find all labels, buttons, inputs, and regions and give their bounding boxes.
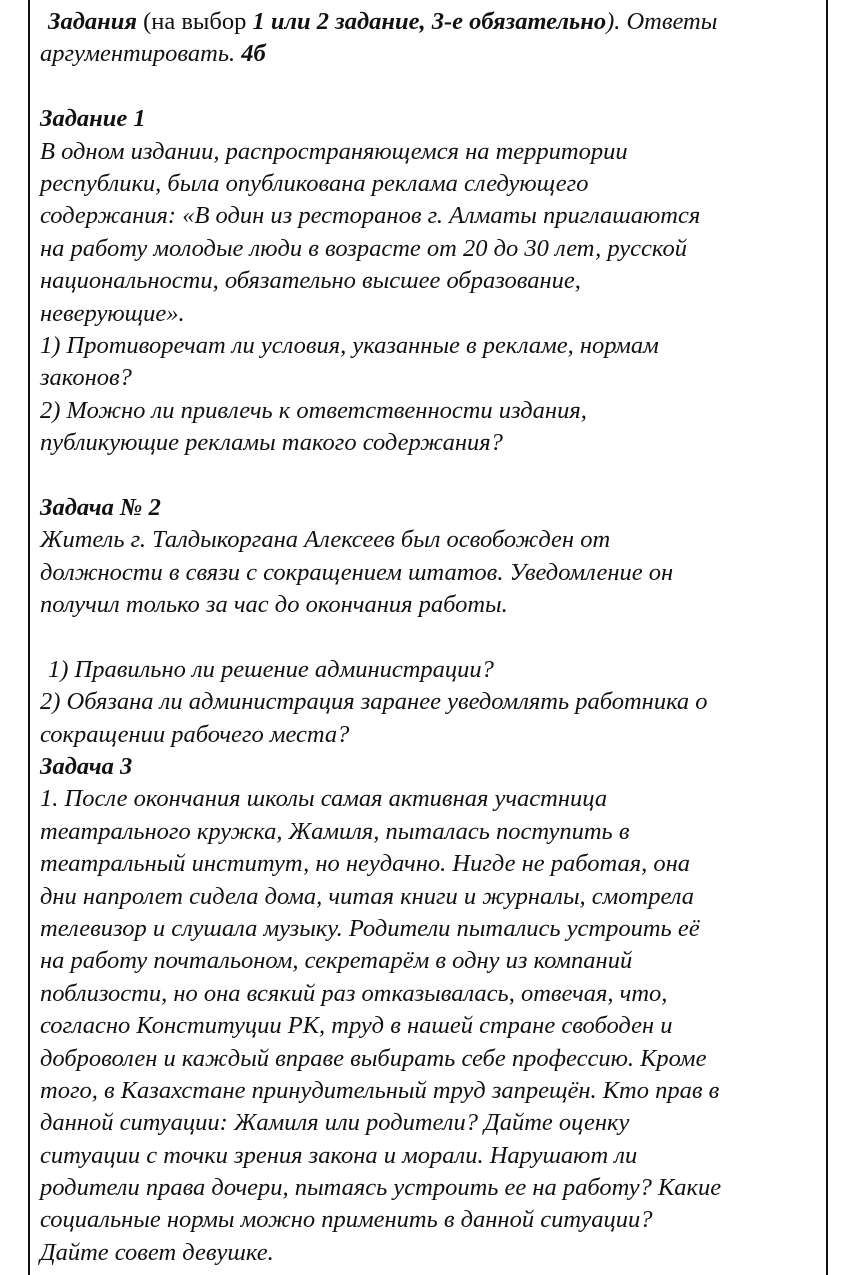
task2-line: должности в связи с сокращением штатов. Уведомление он xyxy=(40,558,674,586)
task1-line: содержания: «В один из ресторанов г. Алматы приглашаются xyxy=(40,202,701,230)
task3-line: социальные нормы можно применить в данной ситуации? xyxy=(40,1206,653,1234)
header-choice-open: (на выбор xyxy=(136,8,253,35)
document-page xyxy=(28,0,828,1275)
task2-line: получил только за час до окончания работы. xyxy=(40,591,508,619)
task3-line: родители права дочери, пытаясь устроить ее на работу? Какие xyxy=(40,1174,722,1202)
task3-line: Дайте совет девушке. xyxy=(40,1238,274,1266)
task3-line: того, в Казахстане принудительный труд запрещён. Кто прав в xyxy=(40,1076,720,1104)
spacer xyxy=(40,71,820,103)
task1-question-1-cont: законов? xyxy=(40,364,132,392)
task3-line: театральный институт, но неудачно. Нигде не работая, она xyxy=(40,850,691,878)
task3-line: театрального кружка, Жамиля, пыталась поступить в xyxy=(40,817,630,845)
document-content xyxy=(40,6,820,1269)
spacer xyxy=(40,459,820,491)
task3-title: Задача 3 xyxy=(40,752,133,780)
task3-line: на работу почтальоном, секретарём в одну из компаний xyxy=(40,947,633,975)
task2-title: Задача № 2 xyxy=(40,493,161,521)
task1-line: на работу молодые люди в возрасте от 20 до 30 лет, русской xyxy=(40,234,687,262)
task1-question-1: 1) Противоречат ли условия, указанные в рекламе, нормам xyxy=(40,331,659,359)
task2-line: Житель г. Талдыкоргана Алексеев был освобожден от xyxy=(40,526,611,554)
task1-line: национальности, обязательно высшее образование, xyxy=(40,267,581,295)
task1-line: неверующие». xyxy=(40,299,185,327)
task3-line: ситуации с точки зрения закона и морали. Нарушают ли xyxy=(40,1141,638,1169)
task1-line: В одном издании, распространяющемся на территории xyxy=(40,137,628,165)
header-line-1 xyxy=(40,6,820,38)
task1-title: Задание 1 xyxy=(40,105,146,133)
header-title: Задания xyxy=(48,8,137,35)
task2-question-2-cont: сокращении рабочего места? xyxy=(40,720,350,748)
header-choice-detail: 1 или 2 задание, 3-е обязательно xyxy=(252,8,607,35)
header-line-2 xyxy=(40,38,820,70)
task3-line: согласно Конституции РК, труд в нашей стране свободен и xyxy=(40,1012,673,1040)
header-choice-close: ). Ответы xyxy=(606,8,718,35)
task1-question-2: 2) Можно ли привлечь к ответственности издания, xyxy=(40,396,587,424)
header-score: 4б xyxy=(241,40,266,68)
task3-line: данной ситуации: Жамиля или родители? Дайте оценку xyxy=(40,1109,630,1137)
task3-line: дни напролет сидела дома, читая книги и журналы, смотрела xyxy=(40,882,694,910)
task3-line: поблизости, но она всякий раз отказывалась, отвечая, что, xyxy=(40,979,668,1007)
task3-line: доброволен и каждый вправе выбирать себе профессию. Кроме xyxy=(40,1044,707,1072)
task1-line: республики, была опубликована реклама следующего xyxy=(40,169,589,197)
task2-question-1: 1) Правильно ли решение администрации? xyxy=(48,655,494,683)
header-instruction: аргументировать. xyxy=(40,40,242,68)
task2-question-2: 2) Обязана ли администрация заранее уведомлять работника о xyxy=(40,688,708,716)
task3-line: телевизор и слушала музыку. Родители пытались устроить её xyxy=(40,914,700,942)
spacer xyxy=(40,621,820,653)
task3-line: 1. После окончания школы самая активная участница xyxy=(40,785,608,813)
task1-question-2-cont: публикующие рекламы такого содержания? xyxy=(40,429,503,457)
